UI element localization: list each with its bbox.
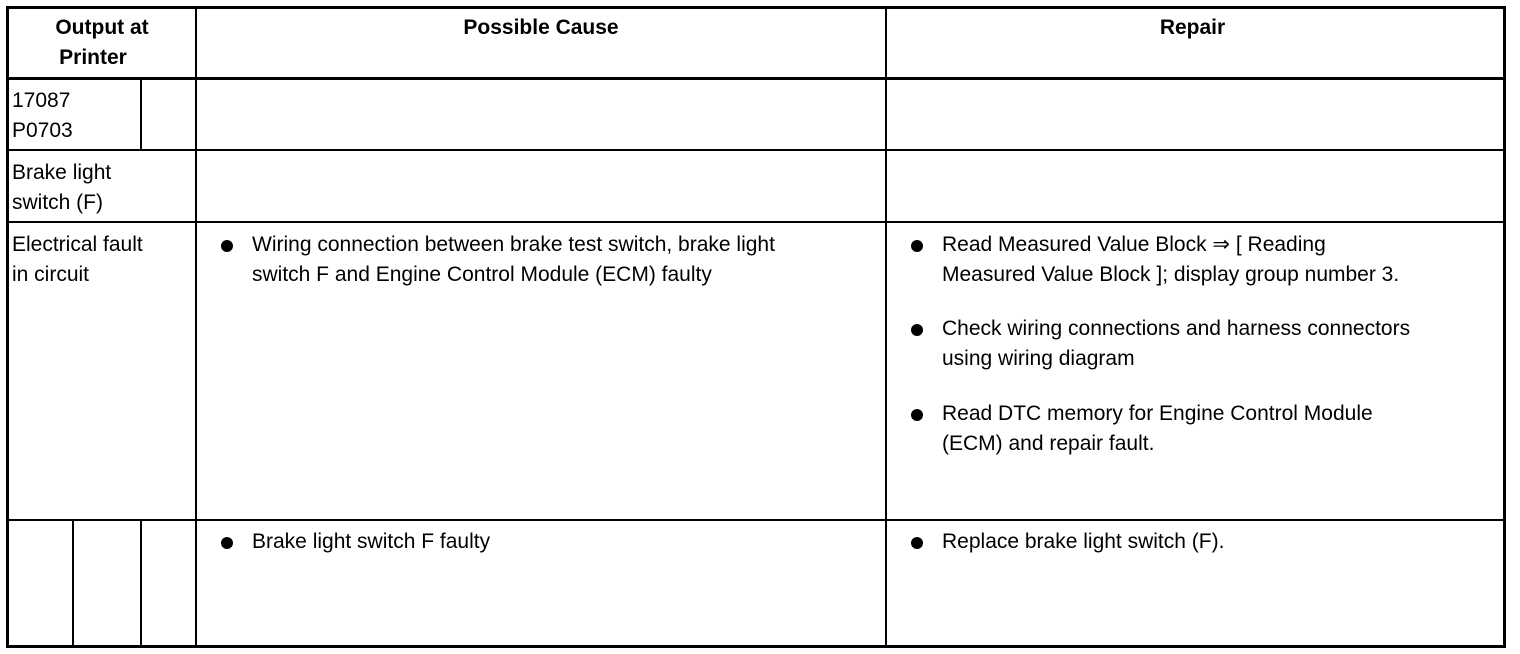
repair-item-line1: Read DTC memory for Engine Control Module [942, 402, 1373, 425]
cause-item-line2: switch F and Engine Control Module (ECM) faulty [252, 263, 712, 286]
repair-item-line2: Measured Value Block ]; display group number 3. [942, 263, 1400, 286]
component-line1: Brake light [12, 161, 112, 184]
cause-item: Brake light switch F faulty [252, 530, 491, 553]
bullet-icon [911, 324, 923, 336]
fault-type-line1: Electrical fault [12, 233, 143, 256]
bullet-icon [221, 240, 233, 252]
sub-column-divider [72, 520, 74, 648]
header-repair: Repair [1159, 16, 1226, 39]
fault-type-line2: in circuit [12, 263, 90, 286]
row-divider [6, 149, 1506, 151]
row-divider [6, 519, 1506, 521]
cause-item-line1: Wiring connection between brake test switch, brake light [252, 233, 775, 256]
repair-item-line2: (ECM) and repair fault. [942, 432, 1155, 455]
column-divider [885, 6, 887, 648]
sub-column-divider [140, 78, 142, 150]
column-divider [195, 6, 197, 648]
repair-item-line1: Read Measured Value Block ⇒ [ Reading [942, 233, 1326, 256]
fault-code-vag: 17087 [12, 89, 71, 112]
component-line2: switch (F) [12, 191, 103, 214]
repair-item-line2: using wiring diagram [942, 347, 1135, 370]
row-divider [6, 221, 1506, 223]
repair-item-line1: Check wiring connections and harness connectors [942, 317, 1411, 340]
fault-code-obd: P0703 [12, 119, 73, 142]
header-output-line1: Output at [55, 16, 149, 39]
header-possible-cause: Possible Cause [463, 16, 619, 39]
header-output-line2: Printer [59, 46, 127, 69]
sub-column-divider [140, 520, 142, 648]
header-divider [6, 77, 1506, 80]
bullet-icon [221, 537, 233, 549]
bullet-icon [911, 240, 923, 252]
bullet-icon [911, 409, 923, 421]
bullet-icon [911, 537, 923, 549]
repair-item: Replace brake light switch (F). [942, 530, 1225, 553]
